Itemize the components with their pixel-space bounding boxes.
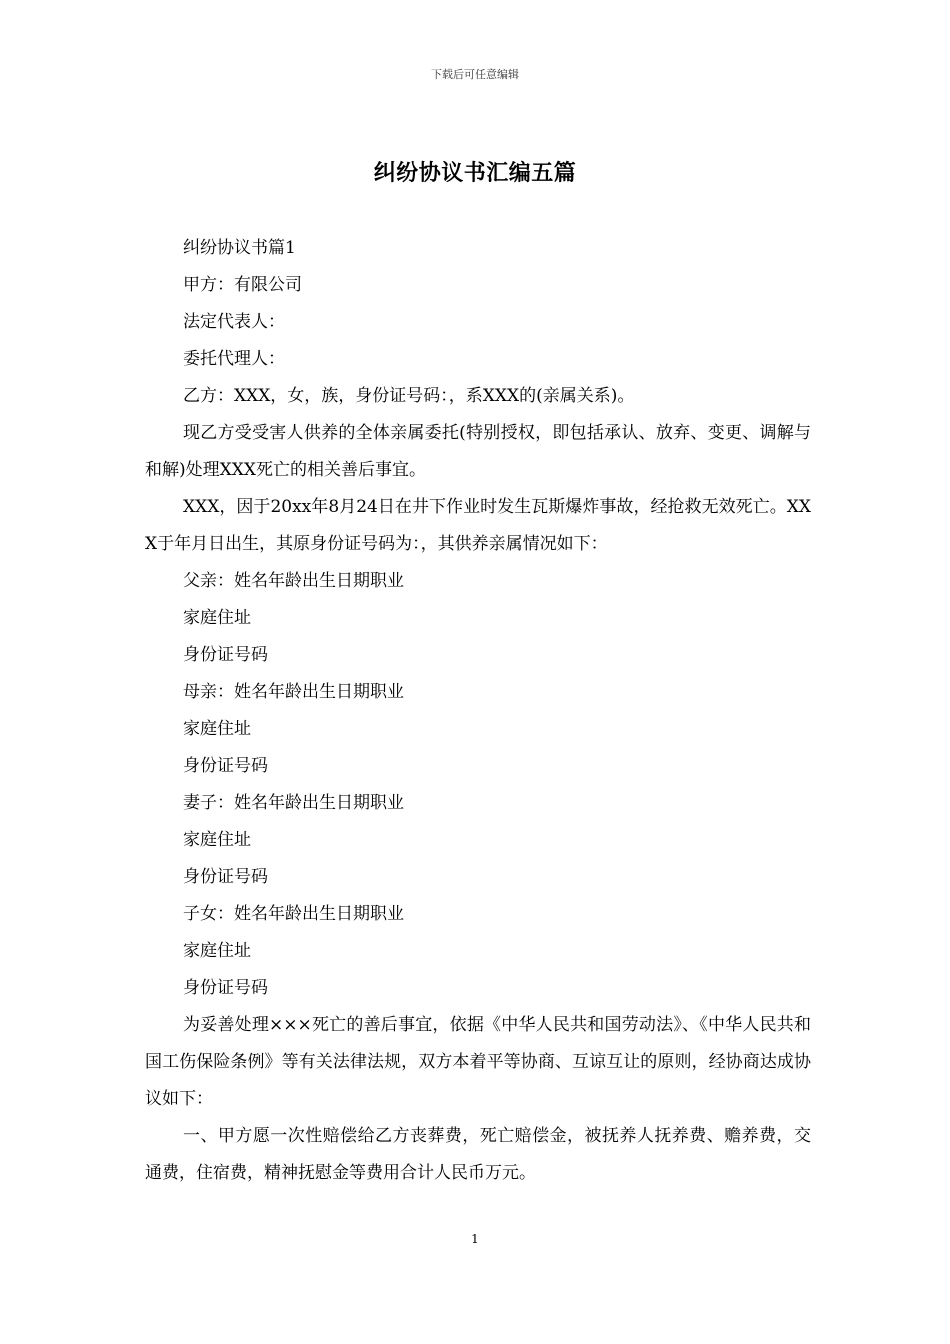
document-body xyxy=(145,230,811,1192)
paragraph: 家庭住址 xyxy=(183,608,251,628)
paragraph: 现乙方受受害人供养的全体亲属委托(特别授权，即包括承认、放弃、变更、调解与和解)处理XXX死亡的相关善后事宜。 xyxy=(145,423,811,480)
paragraph: XXX，因于20xx年8月24日在井下作业时发生瓦斯爆炸事故，经抢救无效死亡。XXX于年月日出生，其原身份证号码为：，其供养亲属情况如下： xyxy=(145,497,811,554)
paragraph: 父亲：姓名年龄出生日期职业 xyxy=(183,571,404,591)
paragraph: 身份证号码 xyxy=(183,978,268,998)
paragraph: 纠纷协议书篇1 xyxy=(183,238,296,258)
paragraph: 妻子：姓名年龄出生日期职业 xyxy=(183,793,404,813)
page-number: 1 xyxy=(471,1232,479,1246)
paragraph: 身份证号码 xyxy=(183,645,268,665)
page-header: 下载后可任意编辑 xyxy=(431,68,519,81)
paragraph: 家庭住址 xyxy=(183,830,251,850)
paragraph: 家庭住址 xyxy=(183,941,251,961)
paragraph: 乙方：XXX，女，族，身份证号码：，系XXX的(亲属关系)。 xyxy=(183,386,635,406)
paragraph: 家庭住址 xyxy=(183,719,251,739)
paragraph: 身份证号码 xyxy=(183,867,268,887)
paragraph: 为妥善处理×××死亡的善后事宜，依据《中华人民共和国劳动法》、《中华人民共和国工伤保险条例》等有关法律法规，双方本着平等协商、互谅互让的原则，经协商达成协议如下： xyxy=(145,1015,811,1109)
paragraph: 一、甲方愿一次性赔偿给乙方丧葬费，死亡赔偿金，被抚养人抚养费、赡养费，交通费，住宿费，精神抚慰金等费用合计人民币万元。 xyxy=(145,1126,811,1183)
paragraph: 委托代理人： xyxy=(183,349,285,369)
paragraph: 法定代表人： xyxy=(183,312,285,332)
paragraph: 子女：姓名年龄出生日期职业 xyxy=(183,904,404,924)
paragraph: 身份证号码 xyxy=(183,756,268,776)
paragraph: 母亲：姓名年龄出生日期职业 xyxy=(183,682,404,702)
paragraph: 甲方：有限公司 xyxy=(183,275,302,295)
document-title: 纠纷协议书汇编五篇 xyxy=(373,160,577,186)
